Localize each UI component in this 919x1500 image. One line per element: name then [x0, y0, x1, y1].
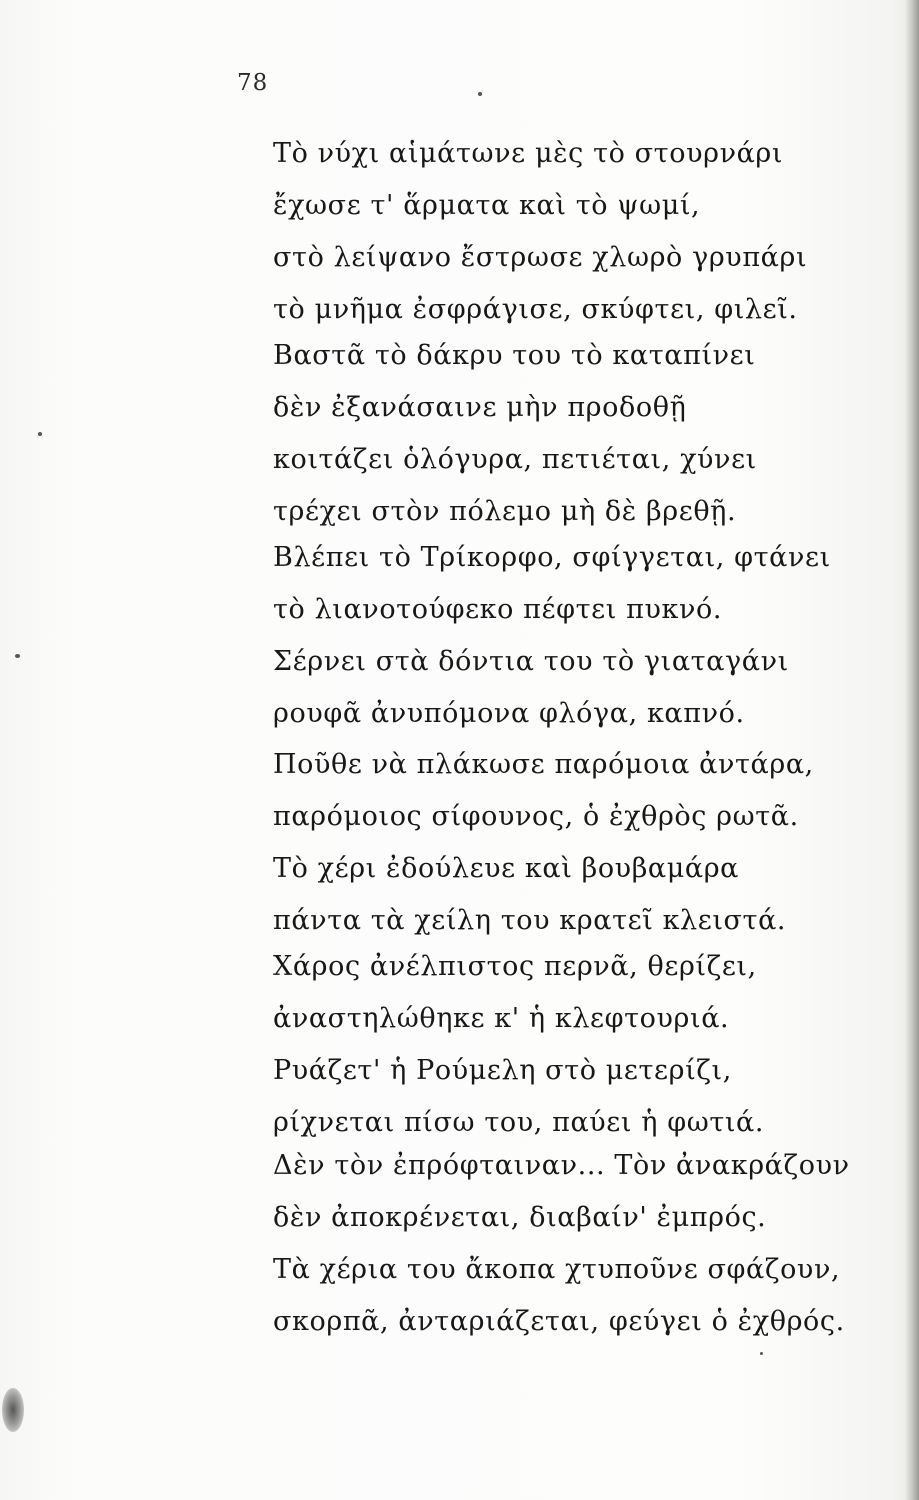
page-binding-shadow: [905, 0, 919, 1500]
verse-line: τὸ λιανοτούφεκο πέφτει πυκνό.: [273, 594, 723, 625]
verse-line: ρουφᾶ ἀνυπόμονα φλόγα, καπνό.: [273, 698, 745, 729]
verse-line: στὸ λείψανο ἔστρωσε χλωρὸ γρυπάρι: [273, 242, 808, 273]
verse-line: ρίχνεται πίσω του, παύει ἡ φωτιά.: [273, 1107, 765, 1138]
verse-line: ἔχωσε τ' ἅρματα καὶ τὸ ψωμί,: [273, 190, 701, 221]
verse-line: τὸ μνῆμα ἐσφράγισε, σκύφτει, φιλεῖ.: [273, 294, 798, 325]
stanza-3: [273, 532, 833, 740]
stanza-2: [273, 330, 833, 538]
verse-line: Σέρνει στὰ δόντια του τὸ γιαταγάνι: [273, 646, 789, 677]
paper-speck: [15, 654, 20, 658]
verse-line: Χάρος ἀνέλπιστος περνᾶ, θερίζει,: [273, 951, 757, 982]
stanza-6: [273, 1140, 850, 1348]
verse-line: Τὸ χέρι ἐδούλευε καὶ βουβαμάρα: [273, 853, 740, 884]
verse-line: παρόμοιος σίφουνος, ὁ ἐχθρὸς ρωτᾶ.: [273, 801, 799, 832]
verse-line: Ποῦθε νὰ πλάκωσε παρόμοια ἀντάρα,: [273, 749, 814, 780]
paper-speck: [760, 1352, 763, 1355]
ink-smudge: [2, 1388, 24, 1432]
stanza-5: [273, 941, 833, 1149]
verse-line: τρέχει στὸν πόλεμο μὴ δὲ βρεθῇ.: [273, 496, 737, 527]
verse-line: ἀναστηλώθηκε κ' ἡ κλεφτουριά.: [273, 1003, 730, 1034]
verse-line: Τὸ νύχι αἱμάτωνε μὲς τὸ στουρνάρι: [273, 138, 784, 169]
stanza-1: [273, 128, 833, 336]
verse-line: κοιτάζει ὁλόγυρα, πετιέται, χύνει: [273, 444, 757, 475]
verse-line: Ρυάζετ' ἡ Ρούμελη στὸ μετερίζι,: [273, 1055, 732, 1086]
page-number: 78: [237, 70, 269, 96]
verse-line: πάντα τὰ χείλη του κρατεῖ κλειστά.: [273, 905, 787, 936]
verse-line: δὲν ἐξανάσαινε μὴν προδοθῇ: [273, 392, 687, 423]
verse-line: δὲν ἀποκρένεται, διαβαίν' ἐμπρός.: [273, 1202, 767, 1233]
paper-speck: [478, 92, 482, 96]
verse-line: Βλέπει τὸ Τρίκορφο, σφίγγεται, φτάνει: [273, 542, 831, 573]
verse-line: Δὲν τὸν ἐπρόφταιναν... Τὸν ἀνακράζουν: [273, 1150, 850, 1181]
verse-line: Τὰ χέρια του ἄκοπα χτυποῦνε σφάζουν,: [273, 1254, 841, 1285]
stanza-4: [273, 739, 833, 947]
paper-speck: [38, 432, 42, 436]
verse-line: Βαστᾶ τὸ δάκρυ του τὸ καταπίνει: [273, 340, 756, 371]
verse-line: σκορπᾶ, ἀνταριάζεται, φεύγει ὁ ἐχθρός.: [273, 1306, 845, 1337]
